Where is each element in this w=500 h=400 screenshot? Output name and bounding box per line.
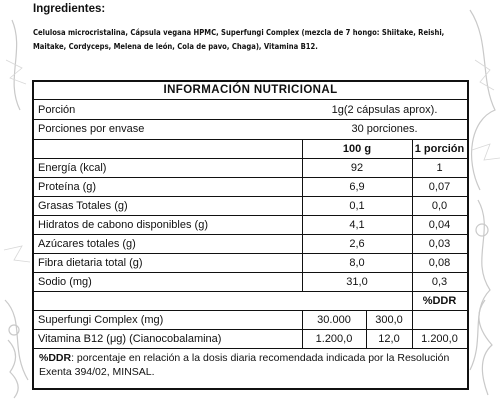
nutrient-label: Fibra dietaria total (g) [38, 257, 143, 269]
nutrient-per100: 2,6 [349, 238, 365, 250]
nutrient-label: Azúcares totales (g) [38, 238, 136, 250]
nutrient-label: Proteína (g) [38, 181, 97, 193]
servings-row [34, 120, 467, 138]
nutrient-per-portion: 0,08 [428, 257, 451, 269]
extra-per-portion: 12,0 [378, 333, 400, 345]
ingredients-title: Ingredientes: [33, 3, 106, 15]
nutrient-row [34, 178, 467, 196]
portion-row [34, 101, 467, 119]
nutrient-per100: 6,9 [349, 181, 365, 193]
nutrient-row [34, 216, 467, 234]
nutrition-header: INFORMACIÓN NUTRICIONAL [34, 82, 467, 100]
nutrient-row [34, 254, 467, 272]
nutrient-per100: 0,1 [349, 200, 365, 212]
extra-label: Superfungi Complex (mg) [38, 314, 164, 326]
servings-value: 30 porciones. [351, 123, 418, 135]
nutrient-per-portion: 1 [436, 162, 443, 174]
extra-label: Vitamina B12 (μg) (Cianocobalamina) [38, 333, 222, 345]
nutrient-label: Hidratos de cabono disponibles (g) [38, 219, 208, 231]
nutrient-per-portion: 0,07 [428, 181, 451, 193]
nutrient-per100: 8,0 [349, 257, 365, 269]
nutrient-label: Sodio (mg) [38, 276, 92, 288]
nutrient-per100: 4,1 [349, 219, 365, 231]
servings-label: Porciones por envase [38, 123, 145, 135]
nutrient-per100: 31,0 [346, 276, 368, 288]
nutrient-per-portion: 0,04 [428, 219, 451, 231]
col-portion-header: 1 porción [414, 143, 465, 155]
col-100g-header: 100 g [342, 143, 372, 155]
nutrition-facts-table [32, 80, 469, 390]
extra-row [34, 311, 467, 329]
nutrient-row [34, 197, 467, 215]
portion-value: 1g(2 cápsulas aprox). [331, 104, 438, 116]
footnote-bold: %DDR [39, 352, 72, 364]
column-header-row [34, 140, 467, 158]
ddr-header-row [34, 292, 467, 310]
nutrient-row [34, 235, 467, 253]
ingredients-section [33, 2, 473, 53]
nutrient-label: Energía (kcal) [38, 162, 107, 174]
nutrient-row [34, 159, 467, 177]
footnote-text: : porcentaje en relación a la dosis diaria recomendada indicada por la Resolución Exenta 394/02, MINSAL. [39, 352, 450, 378]
ddr-header: %DDR [422, 295, 457, 307]
nutrient-row [34, 273, 467, 291]
extra-per100: 30.000 [317, 314, 351, 326]
extra-ddr: 1.200,0 [421, 333, 458, 345]
nutrient-per100: 92 [350, 162, 364, 174]
extra-row [34, 330, 467, 348]
ddr-footnote [39, 352, 459, 379]
nutrient-per-portion: 0,0 [431, 200, 448, 212]
extra-per-portion: 300,0 [375, 314, 403, 326]
nutrient-per-portion: 0,03 [428, 238, 451, 250]
extra-ddr [412, 311, 467, 329]
nutrient-per-portion: 0,3 [431, 276, 448, 288]
ingredients-text: Celulosa microcristalina, Cápsula vegana HPMC, Superfungi Complex (mezcla de 7 hongo: Shiitake, Reishi, Maitake, Cordyceps, Melena de león, Cola de pavo, Chaga), Vitamina B12. [33, 28, 445, 51]
portion-label: Porción [38, 104, 76, 116]
nutrient-label: Grasas Totales (g) [38, 200, 128, 212]
extra-per100: 1.200,0 [315, 333, 353, 345]
